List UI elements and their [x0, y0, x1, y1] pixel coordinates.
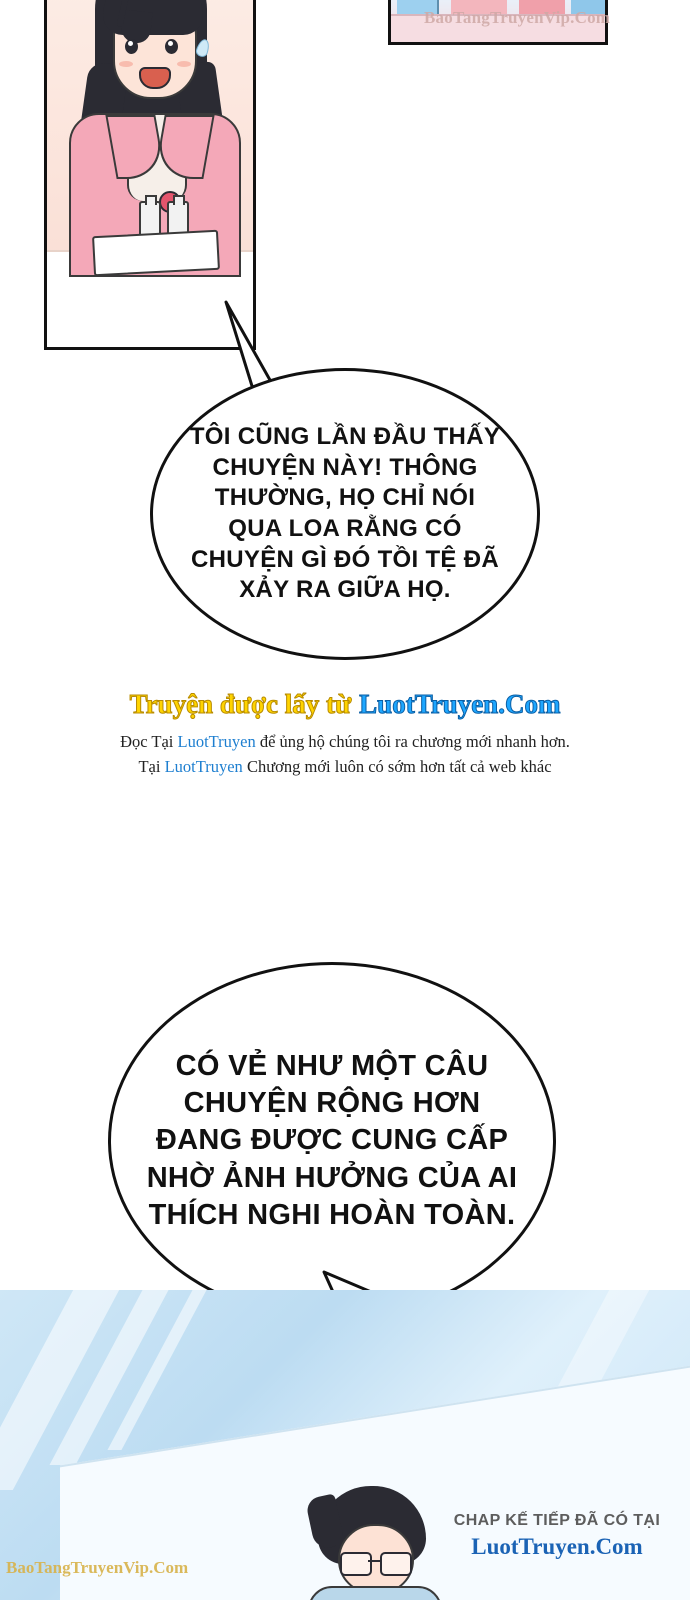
promo-subtext-line1 [0, 729, 690, 755]
glasses-icon [340, 1552, 410, 1572]
promo-line3-prefix: Tại [138, 757, 165, 777]
watermark-bottom-left: BaoTangTruyenVip.Com [6, 1558, 189, 1577]
promo-headline-part1: Truyện được lấy từ [129, 689, 352, 719]
script-paper [92, 230, 220, 277]
speech-bubble-lower [108, 962, 556, 1320]
blush-left [119, 61, 133, 67]
promo-block [0, 690, 690, 780]
next-chapter-note [442, 1512, 672, 1560]
speech-bubble-lower-text: CÓ VẺ NHƯ MỘT CÂU CHUYỆN RỘNG HƠN ĐANG ĐƯỢC CUNG CẤP NHỜ ẢNH HƯỞNG CỦA AI THÍCH NGHI HOÀN TOÀN. [146, 1050, 518, 1231]
promo-headline-part2[interactable]: LuotTruyen.Com [359, 689, 561, 719]
watermark-panel: BaoTangTruyenVip.Com [424, 8, 611, 27]
blush-right [177, 61, 191, 67]
glasses-lens-right [380, 1552, 412, 1576]
speech-bubble-upper [150, 368, 540, 660]
collar-right [153, 115, 214, 179]
promo-subtext [0, 729, 690, 780]
comic-panel-reporter [44, 0, 256, 350]
promo-headline [0, 690, 690, 720]
eye-left [125, 39, 138, 54]
promo-line3-suffix: Chương mới luôn có sớm hơn tất cả web khác [242, 757, 552, 777]
speech-bubble-upper-text: TÔI CŨNG LẦN ĐẦU THẤY CHUYỆN NÀY! THÔNG THƯỜNG, HỌ CHỈ NÓI QUA LOA RẰNG CÓ CHUYỆN GÌ ĐÓ TỒI TỆ ĐÃ XẢY RA GIỮA HỌ. [189, 422, 501, 604]
promo-subtext-line2 [0, 754, 690, 780]
glasses-lens-left [340, 1552, 372, 1576]
promo-line2-brand[interactable]: LuotTruyen [177, 731, 256, 751]
promo-line2-prefix: Đọc Tại [120, 731, 178, 751]
bottom-character [300, 1486, 450, 1600]
promo-line3-brand[interactable]: LuotTruyen [164, 757, 243, 777]
collar-left [105, 115, 166, 179]
next-chapter-line1: CHAP KẾ TIẾP ĐÃ CÓ TẠI [453, 1512, 661, 1529]
bottom-character-shoulders [308, 1586, 442, 1600]
eye-right [165, 39, 178, 54]
next-chapter-link[interactable]: LuotTruyen.Com [471, 1534, 643, 1559]
promo-line2-suffix: để ủng hộ chúng tôi ra chương mới nhanh hơn. [255, 731, 570, 751]
glasses-bridge [368, 1560, 380, 1562]
